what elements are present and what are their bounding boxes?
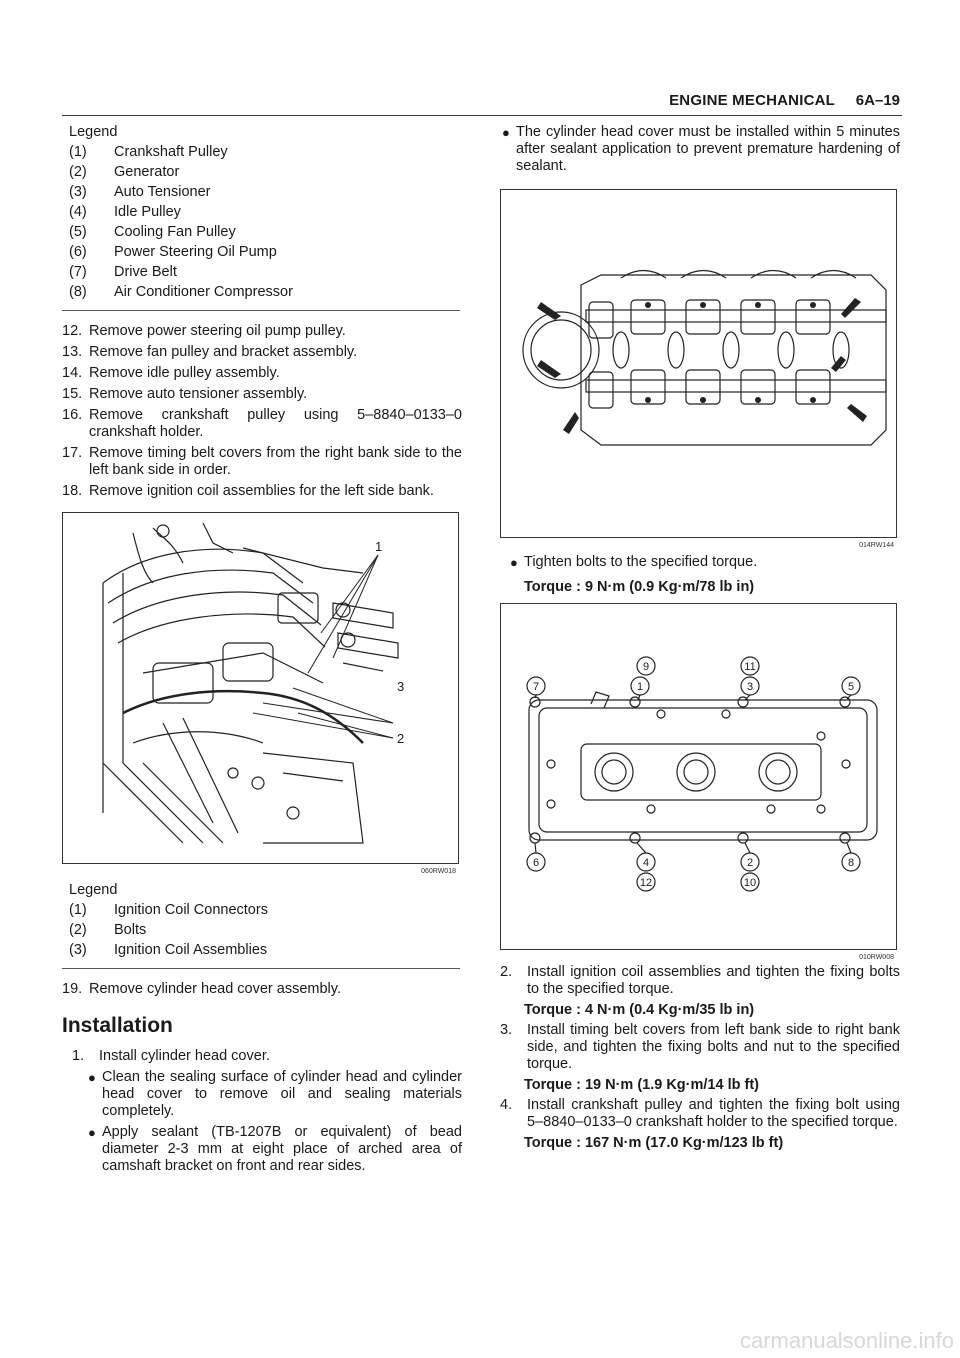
ignition-coil-illustration	[63, 513, 458, 863]
page-header	[62, 86, 960, 114]
bullet-icon: ●	[510, 555, 518, 570]
bullet-item: ● Clean the sealing surface of cylinder head and cylinder head cover to remove oil and sealing materials completely.	[88, 1069, 462, 1119]
divider	[62, 968, 460, 969]
bolt-label: 6	[532, 857, 540, 869]
watermark: carmanualsonline.info	[739, 1328, 954, 1353]
install-step: 4. Install crankshaft pulley and tighten the fixing bolt using 5–8840–0133–0 crankshaft holder to the specified torque.	[500, 1097, 900, 1130]
bolt-label: 1	[636, 681, 644, 693]
legend-title: Legend	[69, 124, 118, 140]
torque-spec: Torque : 9 N·m (0.9 Kg·m/78 lb in)	[524, 579, 755, 595]
bullet-item: ● The cylinder head cover must be installed within 5 minutes after sealant application to prevent premature hardening of sealant.	[502, 124, 900, 174]
bullet-icon: ●	[502, 125, 510, 140]
install-step: 2. Install ignition coil assemblies and tighten the fixing bolts to the specified torque.	[500, 964, 900, 997]
torque-spec: Torque : 167 N·m (17.0 Kg·m/123 lb ft)	[524, 1135, 784, 1151]
torque-spec: Torque : 19 N·m (1.9 Kg·m/14 lb ft)	[524, 1077, 759, 1093]
bolt-label: 3	[746, 681, 754, 693]
legend-item: (1) Crankshaft Pulley	[69, 144, 228, 160]
callout-1: 1	[375, 539, 383, 554]
bullet-item: ● Apply sealant (TB-1207B or equivalent) of bead diameter 2-3 mm at eight place of arched area of camshaft bracket on front and rear sides.	[88, 1124, 462, 1174]
header-divider	[62, 115, 902, 116]
figure-code: 060RW018	[421, 868, 456, 875]
right-column	[500, 124, 900, 1155]
legend-item: (5) Cooling Fan Pulley	[69, 224, 236, 240]
divider	[62, 310, 460, 311]
legend-item: (2) Generator	[69, 164, 180, 180]
bullet-item: ● Tighten bolts to the specified torque.	[510, 554, 758, 570]
bullet-icon: ●	[88, 1125, 96, 1140]
installation-heading: Installation	[62, 1014, 173, 1037]
callout-2: 2	[397, 731, 405, 746]
legend-item: (7) Drive Belt	[69, 264, 177, 280]
removal-step: 19. Remove cylinder head cover assembly.	[62, 981, 341, 997]
callout-3: 3	[397, 679, 405, 694]
legend-item: (2) Bolts	[69, 922, 147, 938]
legend-item: (1) Ignition Coil Connectors	[69, 902, 268, 918]
removal-step: 14. Remove idle pulley assembly.	[62, 365, 280, 381]
bolt-label: 2	[746, 857, 754, 869]
legend-item: (3) Auto Tensioner	[69, 184, 211, 200]
figure-bolt-sequence	[500, 603, 897, 961]
bolt-label: 12	[639, 877, 653, 889]
figure-ignition-coils	[62, 512, 459, 875]
bolt-label: 9	[642, 661, 650, 673]
legend-item: (8) Air Conditioner Compressor	[69, 284, 293, 300]
bolt-label: 7	[532, 681, 540, 693]
removal-step: 16. Remove crankshaft pulley using 5–8840–0133–0 crankshaft holder.	[62, 407, 462, 440]
removal-step: 17. Remove timing belt covers from the right bank side to the left bank side in order.	[62, 445, 462, 478]
bolt-label: 4	[642, 857, 650, 869]
legend-item: (3) Ignition Coil Assemblies	[69, 942, 268, 958]
figure-code: 014RW144	[859, 542, 894, 549]
bolt-label: 10	[743, 877, 757, 889]
page-number: 6A–19	[855, 92, 900, 109]
legend-item: (6) Power Steering Oil Pump	[69, 244, 277, 260]
figure-code: 010RW008	[859, 954, 894, 961]
removal-step: 12. Remove power steering oil pump pulley.	[62, 323, 346, 339]
bullet-icon: ●	[88, 1070, 96, 1085]
camshaft-illustration	[501, 190, 896, 537]
install-step: 1. Install cylinder head cover.	[72, 1048, 270, 1064]
legend-list	[62, 142, 462, 302]
head-cover-illustration	[501, 604, 896, 949]
removal-step: 13. Remove fan pulley and bracket assembly.	[62, 344, 358, 360]
legend-list	[62, 900, 462, 960]
install-step: 3. Install timing belt covers from left bank side to right bank side, and tighten the fixing bolts and nut to the specified torque.	[500, 1022, 900, 1072]
legend-title: Legend	[69, 882, 118, 898]
removal-step: 15. Remove auto tensioner assembly.	[62, 386, 308, 402]
figure-sealant-points	[500, 189, 897, 549]
bolt-label: 5	[847, 681, 855, 693]
section-title: ENGINE MECHANICAL	[669, 92, 835, 109]
bolt-label: 11	[744, 661, 756, 673]
torque-spec: Torque : 4 N·m (0.4 Kg·m/35 lb in)	[524, 1002, 755, 1018]
bolt-label: 8	[847, 857, 855, 869]
removal-step: 18. Remove ignition coil assemblies for the left side bank.	[62, 483, 434, 499]
legend-item: (4) Idle Pulley	[69, 204, 181, 220]
left-column	[62, 124, 462, 1179]
